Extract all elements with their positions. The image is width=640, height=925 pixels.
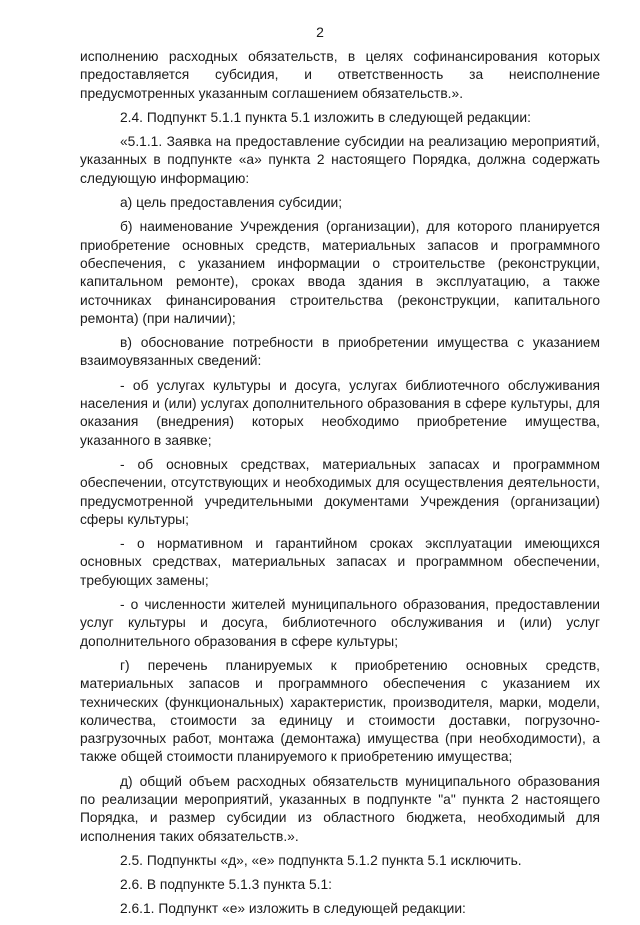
paragraph-2-6-1: 2.6.1. Подпункт «е» изложить в следующей редакции: — [120, 901, 466, 917]
paragraph-item-d: д) общий объем расходных обязательств муниципального образования по реализации мероприятий, указанных в подпункте "а" пункта 2 настоящего Порядка, и размер субсидии из областного бюджета, необходимый для исполнения таких обязательств.». — [80, 773, 600, 844]
paragraph-continuation: исполнению расходных обязательств, в целях софинансирования которых предоставляется субсидия, и ответственность за неисполнение предусмотренных указанным соглашением обязательств.». — [80, 49, 600, 101]
paragraph-2-4: 2.4. Подпункт 5.1.1 пункта 5.1 изложить в следующей редакции: — [120, 109, 531, 125]
paragraph-item-a: а) цель предоставления субсидии; — [120, 195, 343, 211]
paragraph-item-g: г) перечень планируемых к приобретению основных средств, материальных запасов и программного обеспечения с указанием их технических (функциональных) характеристик, производителя, марки, модели, количества, стоимости за единицу и стоимости доставки, погрузочно-разгрузочных работ, монтажа (демонтажа) имущества (при необходимости), а также общей стоимости планируемого к приобретению имущества; — [80, 657, 600, 765]
paragraph-item-v: в) обоснование потребности в приобретении имущества с указанием взаимоувязанных сведений: — [80, 335, 600, 369]
paragraph-5-1-1: «5.1.1. Заявка на предоставление субсидии на реализацию мероприятий, указанных в подпункте «а» пункта 2 настоящего Порядка, должна содержать следующую информацию: — [80, 134, 600, 186]
paragraph-2-5: 2.5. Подпункты «д», «е» подпункта 5.1.2 пункта 5.1 исключить. — [120, 852, 522, 868]
paragraph-dash-services: - об услугах культуры и досуга, услугах библиотечного обслуживания населения и (или) услугах дополнительного образования в сфере культуры, для оказания (внедрения) которых необходимо приобретение имущества, указанного в заявке; — [80, 377, 600, 448]
paragraph-dash-terms: - о нормативном и гарантийном сроках эксплуатации имеющихся основных средствах, материальных запасах и программном обеспечении, требующих замены; — [80, 536, 600, 588]
paragraph-dash-assets: - об основных средствах, материальных запасах и программном обеспечении, отсутствующих и необходимых для осуществления деятельности, предусмотренной учредительными документами Учреждения (организации) сферы культуры; — [80, 456, 600, 527]
paragraph-dash-population: - о численности жителей муниципального образования, предоставлении услуг культуры и досуга, библиотечного обслуживания и (или) услуг дополнительного образования в сфере культуры; — [80, 597, 600, 649]
page-number: 2 — [316, 24, 324, 40]
document-body — [80, 48, 600, 925]
paragraph-2-6: 2.6. В подпункте 5.1.3 пункта 5.1: — [120, 877, 333, 893]
paragraph-item-b: б) наименование Учреждения (организации), для которого планируется приобретение основных средств, материальных запасов и программного обеспечения, с указанием информации о строительстве (реконструкции, капитальном ремонте), сроках ввода здания в эксплуатацию, а также источниках финансирования строительства (реконструкции, капитального ремонта) (при наличии); — [80, 219, 600, 326]
